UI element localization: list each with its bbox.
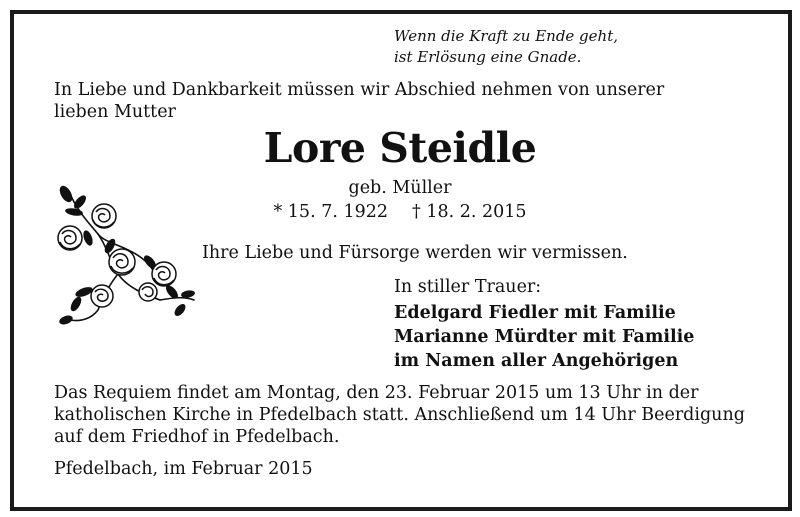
requiem-line-1: Das Requiem findet am Montag, den 23. Februar 2015 um 13 Uhr in der [54, 383, 699, 403]
death-date: † 18. 2. 2015 [412, 202, 527, 222]
mourner-line: Marianne Mürdter mit Familie [394, 327, 695, 347]
deceased-name: Lore Steidle [263, 124, 537, 172]
requiem-text [54, 382, 745, 448]
intro-line-2: lieben Mutter [54, 102, 176, 122]
mourners-list [394, 301, 694, 373]
leaf [65, 207, 84, 217]
leaf [57, 184, 75, 205]
leaf [58, 314, 74, 326]
rose-flower [109, 249, 135, 275]
tribute-text: Ihre Liebe und Fürsorge werden wir vermissen. [202, 243, 628, 263]
mourners-label: In stiller Trauer: [394, 277, 542, 297]
leaf [82, 229, 95, 247]
mourner-line: im Namen aller Angehörigen [394, 351, 679, 371]
rose-flower [58, 226, 82, 250]
requiem-line-3: auf dem Friedhof in Pfedelbach. [54, 427, 340, 447]
intro-text [54, 79, 664, 123]
intro-line-1: In Liebe und Dankbarkeit müssen wir Abschied nehmen von unserer [54, 80, 665, 100]
roses-illustration [48, 182, 198, 330]
leaf [172, 302, 187, 318]
maiden-name: geb. Müller [348, 178, 452, 198]
leaf [69, 295, 84, 313]
mourner-line: Edelgard Fiedler mit Familie [394, 303, 676, 323]
motto-line-2: ist Erlösung eine Gnade. [394, 48, 582, 66]
motto-quote [394, 26, 618, 68]
rose-flower [152, 262, 176, 286]
birth-date: * 15. 7. 1922 [273, 202, 388, 222]
rose-flower [92, 204, 116, 228]
place-date: Pfedelbach, im Februar 2015 [54, 459, 313, 479]
motto-line-1: Wenn die Kraft zu Ende geht, [394, 27, 618, 45]
rose-flower [91, 285, 113, 307]
rose-flower [139, 283, 157, 301]
requiem-line-2: katholischen Kirche in Pfedelbach statt. Anschließend um 14 Uhr Beerdigung [54, 405, 745, 425]
